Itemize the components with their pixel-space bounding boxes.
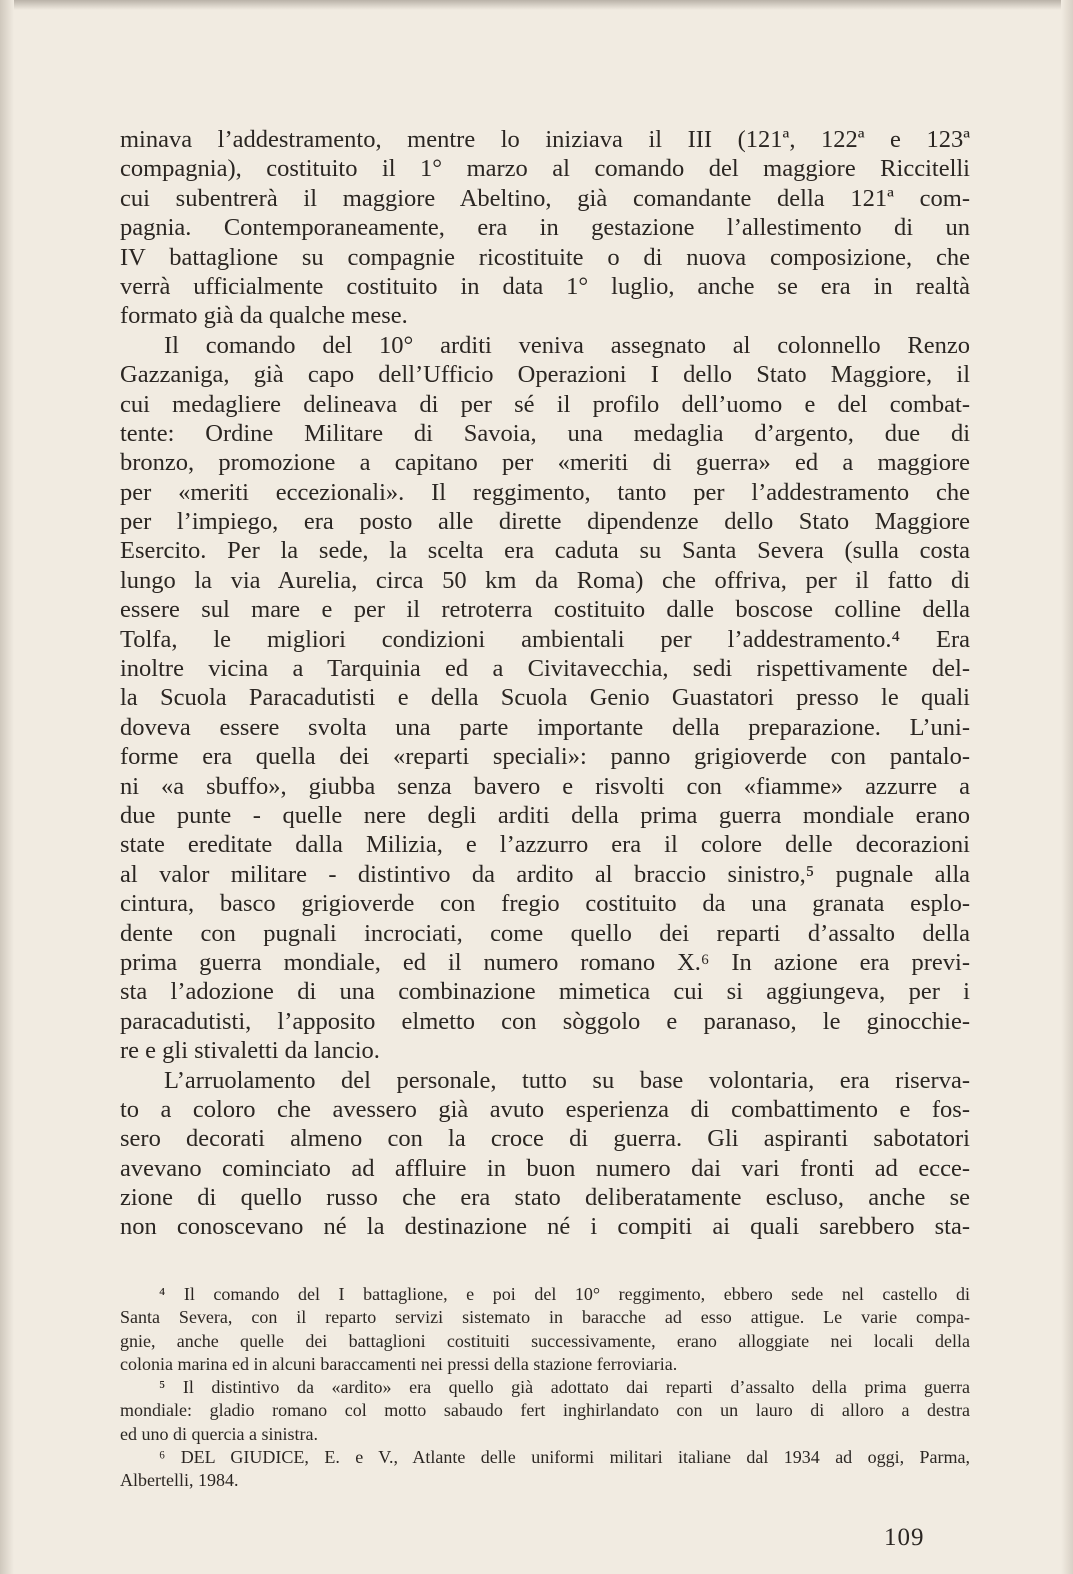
body-line: forme era quella dei «reparti speciali»: panno grigioverde con pantalo-	[120, 743, 970, 771]
body-line: zione di quello russo che era stato deliberatamente escluso, anche se	[120, 1184, 970, 1212]
body-line: tente: Ordine Militare di Savoia, una medaglia d’argento, due di	[120, 419, 970, 447]
body-line: formato già da qualche mese.	[120, 302, 408, 330]
body-line: Esercito. Per la sede, la scelta era caduta su Santa Severa (sulla costa	[120, 537, 970, 565]
body-line: al valor militare - distintivo da ardito al braccio sinistro,⁵ pugnale alla	[120, 860, 970, 888]
body-line: la Scuola Paracadutisti e della Scuola Genio Guastatori presso le quali	[120, 684, 970, 712]
footnote-line: colonia marina ed in alcuni baraccamenti nei pressi della stazione ferroviaria.	[120, 1353, 678, 1374]
body-line: sta l’adozione di una combinazione mimetica cui si aggiungeva, per i	[120, 978, 970, 1006]
body-line: sero decorati almeno con la croce di guerra. Gli aspiranti sabotatori	[120, 1125, 970, 1153]
body-line: cui medagliere delineava di per sé il profilo dell’uomo e del combat-	[120, 390, 970, 418]
body-line: Gazzaniga, già capo dell’Ufficio Operazioni I dello Stato Maggiore, il	[120, 361, 970, 389]
footnote-line: Santa Severa, con il reparto servizi sistemato in baracche ad esso attigue. Le varie compa-	[120, 1307, 970, 1328]
body-line: lungo la via Aurelia, circa 50 km da Roma) che offriva, per il fatto di	[120, 566, 970, 594]
body-line: compagnia), costituito il 1° marzo al comando del maggiore Riccitelli	[120, 155, 970, 183]
body-line: per «meriti eccezionali». Il reggimento, tanto per l’addestramento che	[120, 478, 970, 506]
page-edge-right	[1061, 0, 1073, 1574]
body-line: prima guerra mondiale, ed il numero romano X.⁶ In azione era previ-	[120, 948, 970, 976]
body-line: non conoscevano né la destinazione né i compiti ai quali sarebbero sta-	[120, 1213, 970, 1241]
body-line: dente con pugnali incrociati, come quello dei reparti d’assalto della	[120, 919, 970, 947]
body-line: L’arruolamento del personale, tutto su base volontaria, era riserva-	[164, 1066, 970, 1094]
body-line: re e gli stivaletti da lancio.	[120, 1037, 380, 1065]
body-line: avevano cominciato ad affluire in buon numero dai vari fronti ad ecce-	[120, 1154, 970, 1182]
body-line: cui subentrerà il maggiore Abeltino, già comandante della 121ª com-	[120, 184, 970, 212]
body-line: inoltre vicina a Tarquinia ed a Civitavecchia, sedi rispettivamente del-	[120, 655, 970, 683]
footnote-line: ⁴ Il comando del I battaglione, e poi del 10° reggimento, ebbero sede nel castello di	[159, 1284, 970, 1304]
page-edge-left	[0, 0, 14, 1574]
footnote-line: gnie, anche quelle dei battaglioni costituiti successivamente, erano alloggiate nei locali della	[120, 1330, 970, 1351]
body-line: Il comando del 10° arditi veniva assegnato al colonnello Renzo	[164, 331, 970, 359]
body-line: cintura, basco grigioverde con fregio costituito da una granata esplo-	[120, 890, 970, 918]
body-line: ni «a sbuffo», giubba senza bavero e risvolti con «fiamme» azzurre a	[120, 772, 970, 800]
body-line: doveva essere svolta una parte importante della preparazione. L’uni-	[120, 713, 970, 741]
body-line: paracadutisti, l’apposito elmetto con sòggolo e paranaso, le ginocchie-	[120, 1007, 970, 1035]
body-line: minava l’addestramento, mentre lo iniziava il III (121ª, 122ª e 123ª	[120, 126, 970, 153]
body-line: essere sul mare e per il retroterra costituito dalle boscose colline della	[120, 596, 970, 624]
footnote-line: ⁵ Il distintivo da «ardito» era quello già adottato dai reparti d’assalto della prima guerra	[159, 1377, 970, 1398]
body-line: pagnia. Contemporaneamente, era in gestazione l’allestimento di un	[120, 214, 970, 242]
footnote-line: Albertelli, 1984.	[120, 1470, 239, 1491]
body-line: IV battaglione su compagnie ricostituite o di nuova composizione, che	[120, 243, 970, 271]
body-line: due punte - quelle nere degli arditi della prima guerra mondiale erano	[120, 801, 970, 829]
page-edge-top	[0, 0, 1073, 10]
body-line: per l’impiego, era posto alle dirette dipendenze dello Stato Maggiore	[120, 508, 970, 536]
body-line: Tolfa, le migliori condizioni ambientali per l’addestramento.⁴ Era	[120, 625, 970, 653]
footnote-line: ⁶ DEL GIUDICE, E. e V., Atlante delle uniformi militari italiane dal 1934 ad oggi, Parma,	[159, 1447, 970, 1468]
footnote-line: ed uno di quercia a sinistra.	[120, 1423, 318, 1444]
footnotes	[120, 1283, 970, 1493]
body-line: state ereditate dalla Milizia, e l’azzurro era il colore delle decorazioni	[120, 831, 970, 859]
body-line: verrà ufficialmente costituito in data 1° luglio, anche se era in realtà	[120, 272, 970, 300]
body-line: to a coloro che avessero già avuto esperienza di combattimento e fos-	[120, 1095, 970, 1123]
footnote-line: mondiale: gladio romano col motto sabaudo fert inghirlandato con un lauro di alloro a destra	[120, 1400, 970, 1421]
body-line: bronzo, promozione a capitano per «meriti di guerra» ed a maggiore	[120, 449, 970, 477]
page-number: 109	[884, 1524, 925, 1551]
body-text	[120, 125, 970, 1242]
